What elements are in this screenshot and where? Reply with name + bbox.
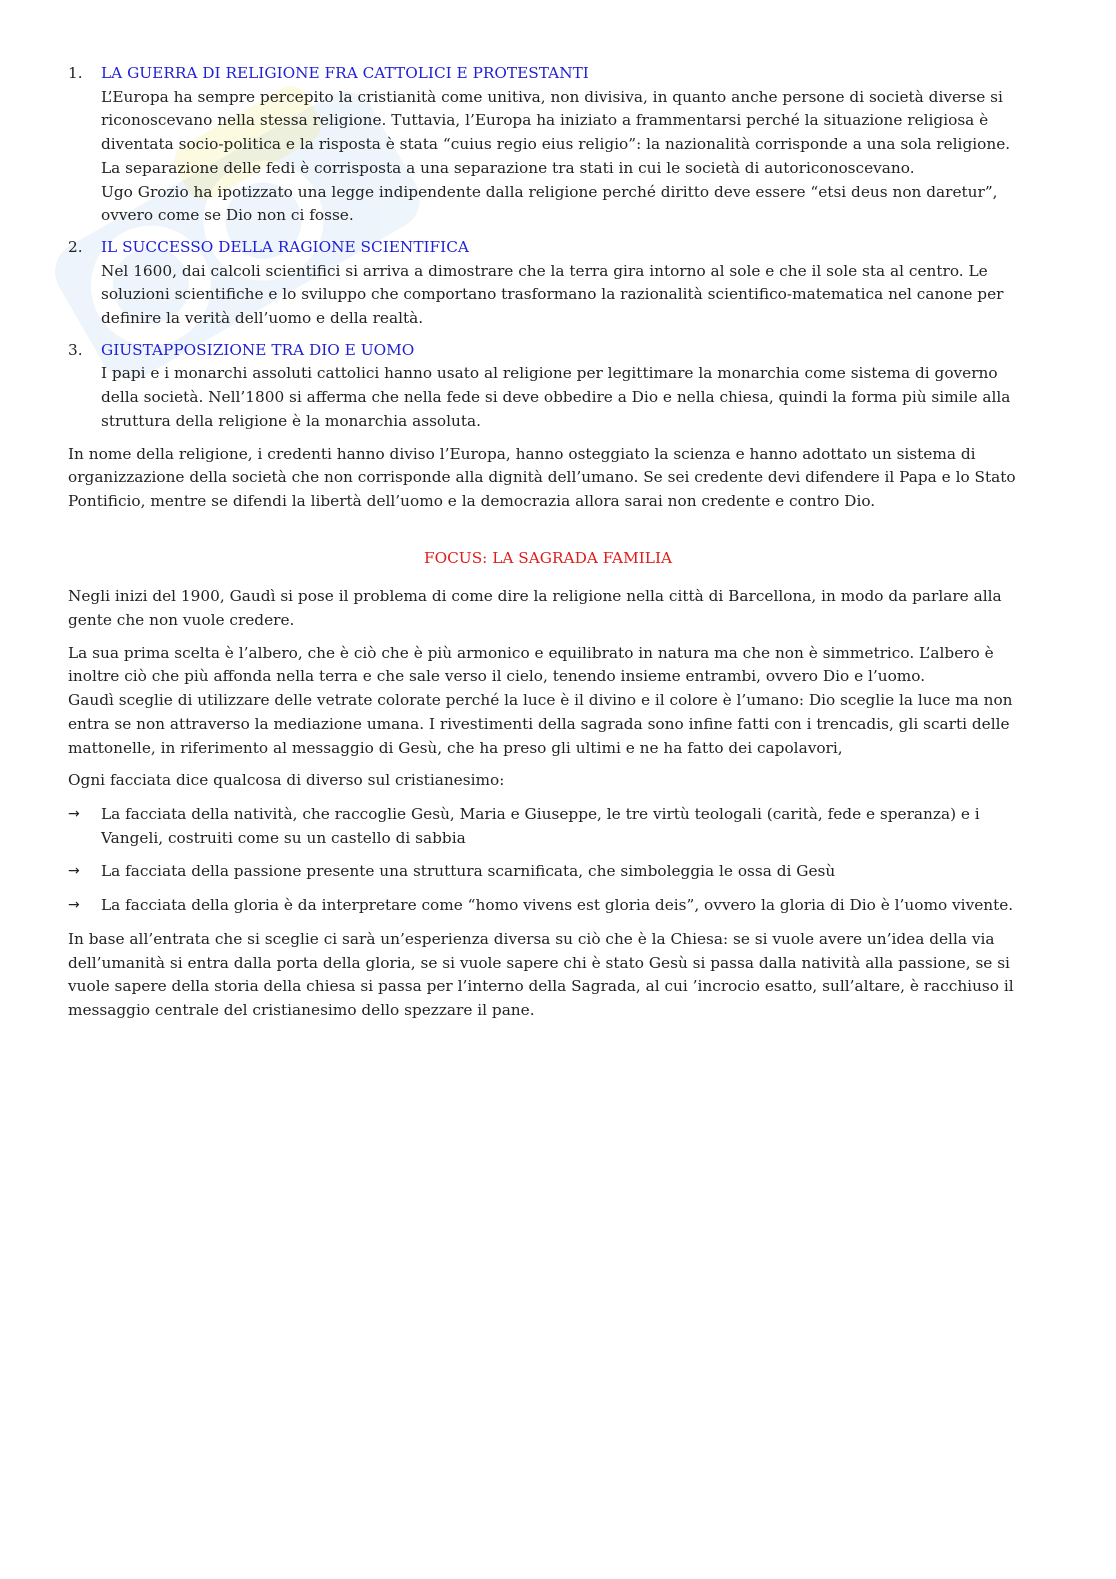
section-heading: GIUSTAPPOSIZIONE TRA DIO E UOMO bbox=[101, 340, 415, 359]
section-heading: LA GUERRA DI RELIGIONE FRA CATTOLICI E PROTESTANTI bbox=[101, 64, 589, 82]
section-text: L’Europa ha sempre percepito la cristianità come unitiva, non divisiva, in quanto anche persone di società diverse si riconoscevano nella stessa religione. Tuttavia, l’Europa ha iniziato a frammentarsi perché la situazione religiosa è diventata socio-politica e la risposta è stata “cuius regio eius religio”: la nazionalità corrisponde a una sola religione. La separazione delle fedi è corrisposta a una separazione tra stati in cui le società di autoriconoscevano. bbox=[101, 87, 1011, 177]
facade-text: La facciata della gloria è da interpretare come “homo vivens est gloria deis”, ovvero la gloria di Dio è l’uomo vivente. bbox=[101, 896, 1014, 915]
list-item bbox=[68, 236, 1028, 331]
list-number: 1. bbox=[68, 64, 83, 82]
section-text: Ugo Grozio ha ipotizzato una legge indipendente dalla religione perché diritto deve essere “etsi deus non daretur”, ovvero come se Dio non ci fosse. bbox=[101, 182, 998, 225]
arrow-right-icon: → bbox=[68, 863, 80, 880]
closing-paragraph: In base all’entrata che si sceglie ci sarà un’esperienza diversa su ciò che è la Chiesa: se si vuole avere un’idea della via dell’umanità si entra dalla porta della gloria, se si vuole sapere chi è stato Gesù si passa dalla natività alla passione, se si vuole sapere della storia della chiesa si passa per l’interno della Sagrada, al cui ’incrocio esatto, sull’altare, è racchiuso il messaggio centrale del cristianesimo dello spezzare il pane. bbox=[68, 929, 1014, 1019]
arrow-right-icon: → bbox=[68, 805, 80, 822]
facade-item bbox=[68, 803, 1028, 850]
tree-paragraph: La sua prima scelta è l’albero, che è ciò che è più armonico e equilibrato in natura ma che non è simmetrico. L’albero è inoltre ciò che più affonda nella terra e che sale verso il cielo, tenendo insieme entrambi, ovvero Dio e l’uomo. bbox=[68, 643, 994, 686]
section-heading: IL SUCCESSO DELLA RAGIONE SCIENTIFICA bbox=[101, 237, 469, 256]
document-page bbox=[68, 62, 1028, 1023]
facades-list bbox=[68, 803, 1028, 918]
list-item bbox=[68, 339, 1028, 434]
numbered-list bbox=[68, 62, 1028, 434]
focus-title: FOCUS: LA SAGRADA FAMILIA bbox=[423, 548, 673, 567]
list-number: 3. bbox=[68, 340, 83, 359]
section-text: Nel 1600, dai calcoli scientifici si arriva a dimostrare che la terra gira intorno al sole e che il sole sta al centro. Le soluzioni scientifiche e lo sviluppo che comportano trasformano la razionalità scientifico-matematica nel canone per definire la verità dell’uomo e della realtà. bbox=[101, 261, 1004, 328]
list-item bbox=[68, 62, 1028, 228]
facades-intro: Ogni facciata dice qualcosa di diverso sul cristianesimo: bbox=[68, 771, 505, 790]
facade-text: La facciata della passione presente una struttura scarnificata, che simboleggia le ossa di Gesù bbox=[101, 862, 836, 881]
facade-text: La facciata della natività, che raccoglie Gesù, Maria e Giuseppe, le tre virtù teologali (carità, fede e speranza) e i Vangeli, costruiti come su un castello di sabbia bbox=[101, 804, 980, 847]
section-text: I papi e i monarchi assoluti cattolici hanno usato al religione per legittimare la monarchia come sistema di governo della società. Nell’1800 si afferma che nella fede si deve obbedire a Dio e nella chiesa, quindi la forma più simile alla struttura della religione è la monarchia assoluta. bbox=[101, 364, 1011, 430]
facade-item bbox=[68, 860, 1028, 884]
focus-intro: Negli inizi del 1900, Gaudì si pose il problema di come dire la religione nella città di Barcellona, in modo da parlare alla gente che non vuole credere. bbox=[68, 587, 1002, 630]
arrow-right-icon: → bbox=[68, 897, 80, 914]
summary-paragraph: In nome della religione, i credenti hanno diviso l’Europa, hanno osteggiato la scienza e hanno adottato un sistema di organizzazione della società che non corrisponde alla dignità dell’umano. Se sei credente devi difendere il Papa e lo Stato Pontificio, mentre se difendi la libertà dell’uomo e la democrazia allora sarai non credente e contro Dio. bbox=[68, 444, 1016, 510]
facade-item bbox=[68, 894, 1028, 918]
glass-paragraph: Gaudì sceglie di utilizzare delle vetrate colorate perché la luce è il divino e il colore è l’umano: Dio sceglie la luce ma non entra se non attraverso la mediazione umana. I rivestimenti della sagrada sono infine fatti con i trencadis, gli scarti delle mattonelle, in riferimento al messaggio di Gesù, che ha preso gli ultimi e ne ha fatto dei capolavori, bbox=[68, 691, 1013, 757]
list-number: 2. bbox=[68, 237, 83, 256]
